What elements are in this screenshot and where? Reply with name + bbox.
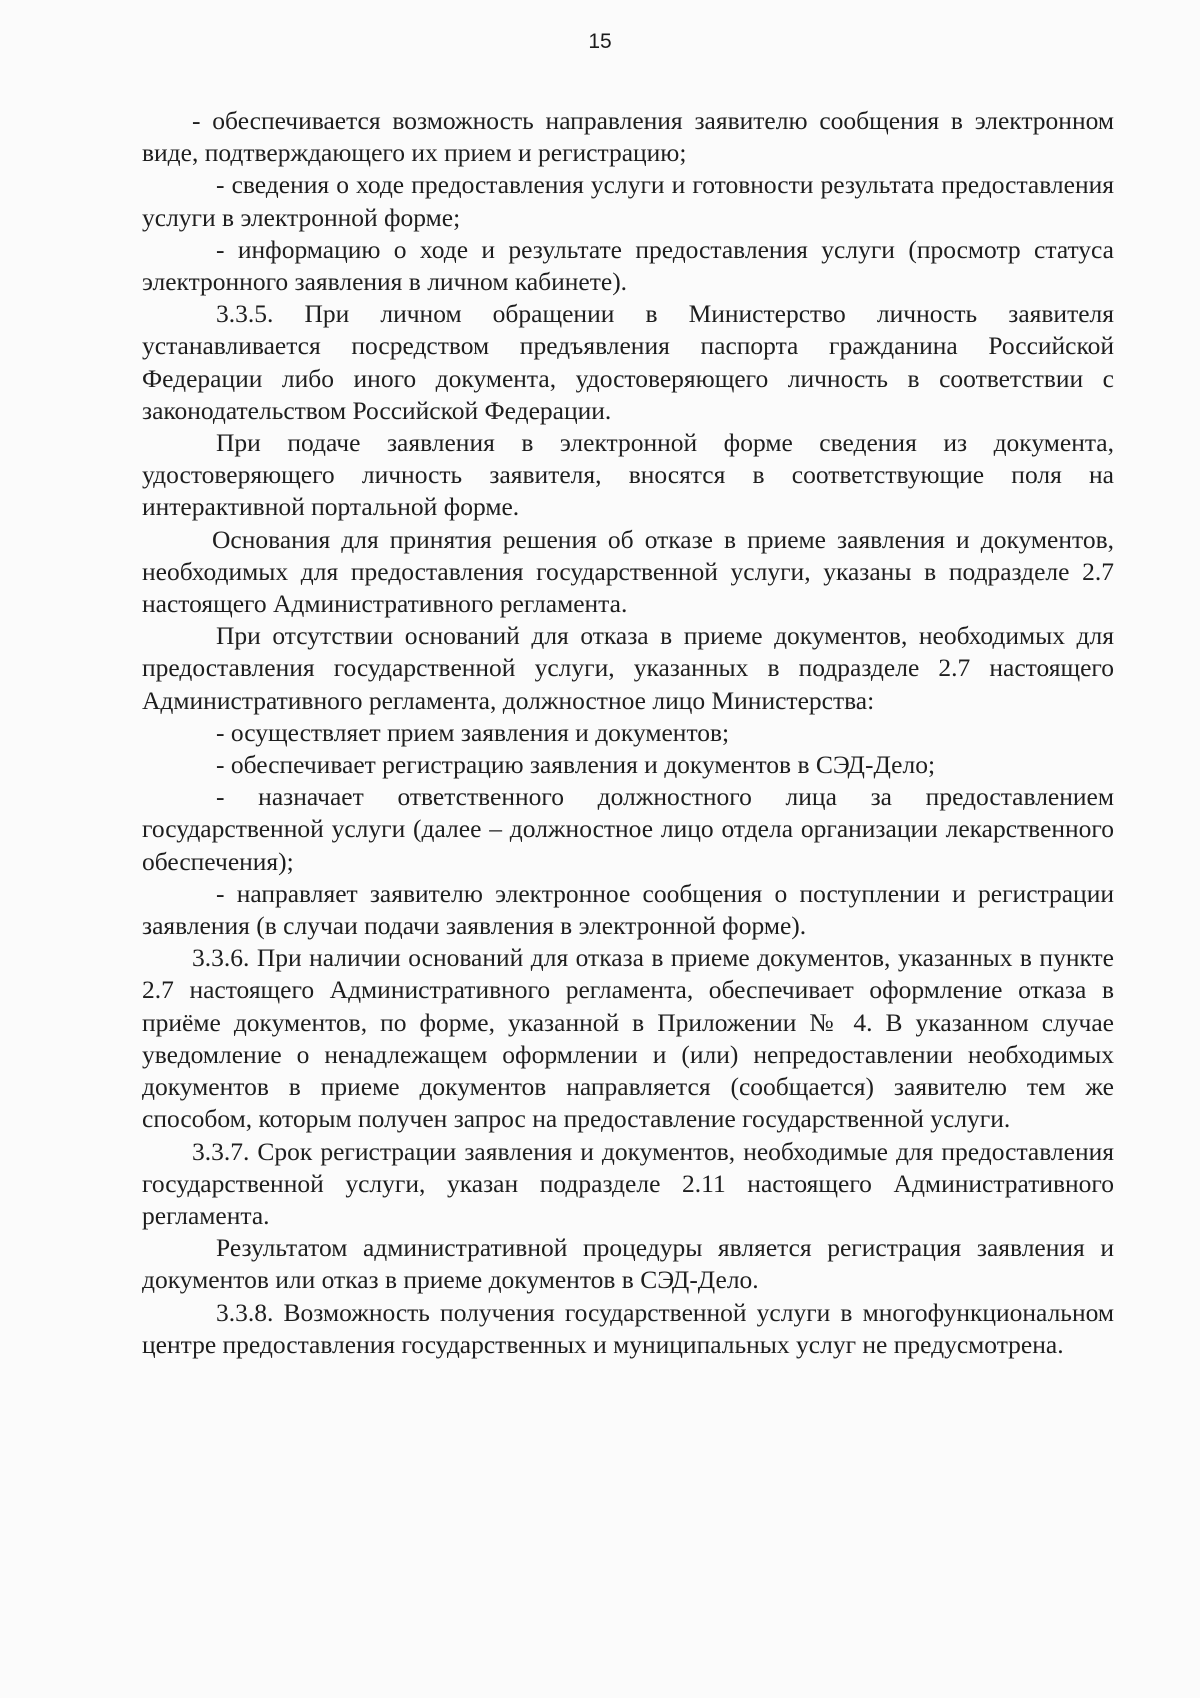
paragraph: - направляет заявителю электронное сообщения о поступлении и регистрации заявления (в случаи подачи заявления в электронной форме). — [142, 878, 1114, 941]
paragraph: - обеспечивает регистрацию заявления и документов в СЭД-Дело; — [216, 750, 936, 780]
paragraph: Основания для принятия решения об отказе в приеме заявления и документов, необходимых для предоставления государственной услуги, указаны в подразделе 2.7 настоящего Административного регламента. — [142, 524, 1114, 619]
paragraph: Результатом административной процедуры является регистрация заявления и документов или отказ в приеме документов в СЭД-Дело. — [142, 1233, 1114, 1295]
paragraph: - осуществляет прием заявления и документов; — [216, 717, 730, 747]
paragraph: 3.3.5. При личном обращении в Министерство личность заявителя устанавливается посредством предъявления паспорта гражданина Российской Федерации либо иного документа, удостоверяющего личность в соответствии с законодательством Российской Федерации. — [142, 299, 1114, 425]
paragraph: При подаче заявления в электронной форме сведения из документа, удостоверяющего личность заявителя, вносятся в соответствующие поля на интерактивной портальной форме. — [142, 428, 1114, 522]
paragraph: - сведения о ходе предоставления услуги и готовности результата предоставления услуги в электронной форме; — [142, 170, 1114, 232]
page-number: 15 — [588, 30, 612, 53]
paragraph: - обеспечивается возможность направления заявителю сообщения в электронном виде, подтверждающего их прием и регистрацию; — [142, 106, 1114, 168]
paragraph: - информацию о ходе и результате предоставления услуги (просмотр статуса электронного заявления в личном кабинете). — [142, 234, 1114, 297]
paragraph: При отсутствии оснований для отказа в приеме документов, необходимых для предоставления государственной услуги, указанных в подразделе 2.7 настоящего Административного регламента, должностное лицо Министерства: — [142, 621, 1114, 715]
paragraph: 3.3.7. Срок регистрации заявления и документов, необходимые для предоставления государственной услуги, указан подразделе 2.11 настоящего Административного регламента. — [142, 1136, 1114, 1230]
paragraph: - назначает ответственного должностного лица за предоставлением государственной услуги (далее – должностное лицо отдела организации лекарственного обеспечения); — [142, 782, 1114, 876]
paragraph: 3.3.8. Возможность получения государственной услуги в многофункциональном центре предоставления государственных и муниципальных услуг не предусмотрена. — [142, 1297, 1114, 1359]
paragraph: 3.3.6. При наличии оснований для отказа в приеме документов, указанных в пункте 2.7 настоящего Административного регламента, обеспечивает оформление отказа в приёме документов, по форме, указанной в Приложении № 4. В указанном случае уведомление о ненадлежащем оформлении и (или) непредоставлении необходимых документов в приеме документов направляется (сообщается) заявителю тем же способом, которым получен запрос на предоставление государственной услуги. — [142, 943, 1114, 1134]
document-body — [142, 105, 1114, 1361]
